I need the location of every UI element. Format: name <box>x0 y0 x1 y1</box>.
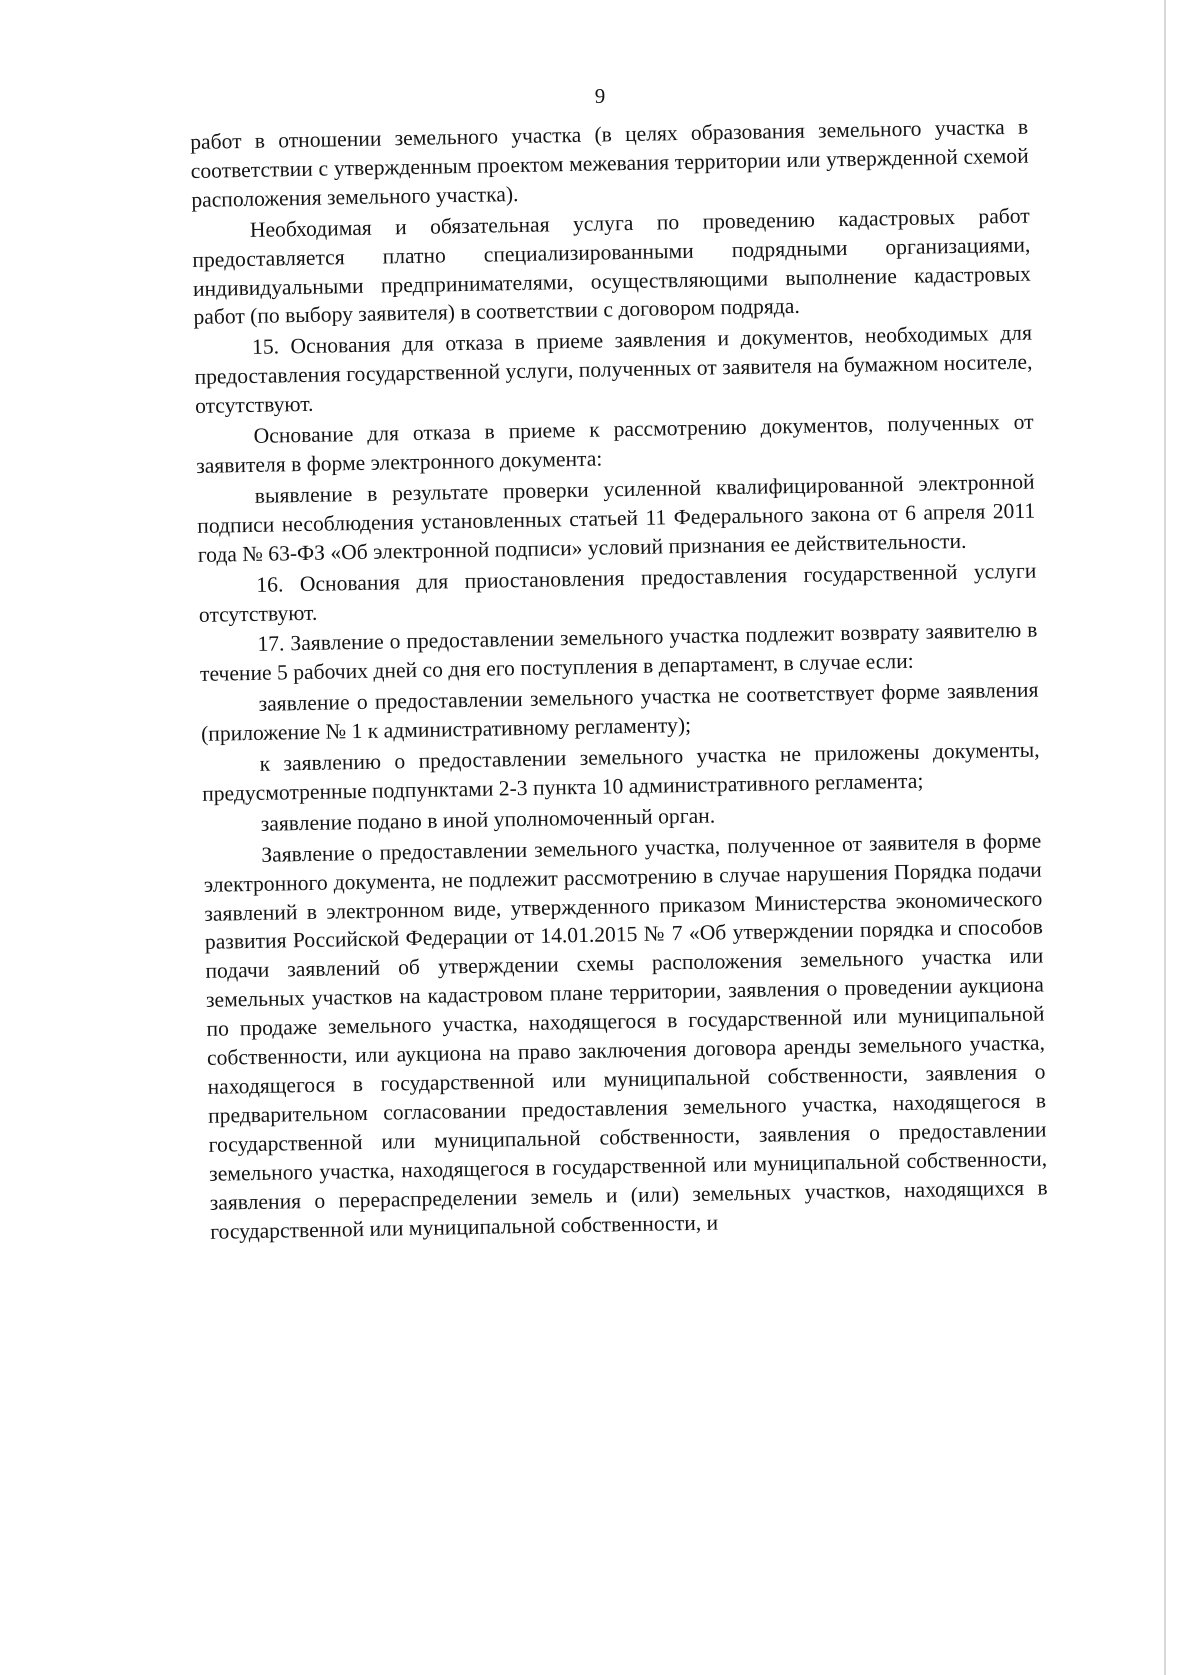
paragraph-11: Заявление о предоставлении земельного участка, полученное от заявителя в форме электронного документа, не подлежит рассмотрению в случае нарушения Порядка подачи заявлений в электронном виде, утвержденного приказом Министерства экономического развития Российской Федерации от 14.01.2015 № 7 «Об утверждении порядка и способов подачи заявлений об утверждении схемы расположения земельного участка или земельных участков на кадастровом плане территории, заявления о проведении аукциона по продаже земельного участка, находящегося в государственной или муниципальной собственности, или аукциона на право заключения договора аренды земельного участка, находящегося в государственной или муниципальной собственности, заявления о предварительном согласовании предоставления земельного участка, находящегося в государственной или муниципальной собственности, заявления о предоставлении земельного участка, находящегося в государственной или муниципальной собственности, заявления о перераспределении земель и (или) земельных участков, находящихся в государственной или муниципальной собственности, и <box>203 828 1048 1244</box>
paragraph-4: Основание для отказа в приеме к рассмотрению документов, полученных от заявителя в форме электронного документа: <box>195 409 1034 478</box>
body-text <box>190 113 1048 1249</box>
paragraph-5: выявление в результате проверки усиленной квалифицированной электронной подписи несоблюдения установленных статьей 11 Федерального закона от 6 апреля 2011 года № 63-ФЗ «Об электронной подписи» условий признания ее действительности. <box>197 469 1036 567</box>
paragraph-3: 15. Основания для отказа в приеме заявления и документов, необходимых для предоставления государственной услуги, полученных от заявителя на бумажном носителе, отсутствуют. <box>194 320 1033 419</box>
page-number: 9 <box>594 84 606 108</box>
paragraph-2: Необходимая и обязательная услуга по проведению кадастровых работ предоставляется платно специализированными подрядными организациями, индивидуальными предпринимателями, осуществляющими выполнение кадастровых работ (по выбору заявителя) в соответствии с договором подряда. <box>192 203 1032 330</box>
paragraph-8: заявление о предоставлении земельного участка не соответствует форме заявления (приложение № 1 к административному регламенту); <box>200 677 1039 747</box>
paragraph-1: работ в отношении земельного участка (в целях образования земельного участка в соответствии с утвержденным проектом межевания территории или утвержденной схемой расположения земельного участка). <box>190 114 1029 212</box>
paragraph-10: заявление подано в иной уполномоченный орган. <box>260 803 716 836</box>
paragraph-6: 16. Основания для приостановления предоставления государственной услуги отсутствуют. <box>198 558 1037 627</box>
paragraph-7: 17. Заявление о предоставлении земельного участка подлежит возврату заявителю в течение 5 рабочих дней со дня его поступления в департамент, в случае если: <box>199 617 1038 687</box>
scan-edge-line <box>1164 0 1166 1675</box>
paragraph-9: к заявлению о предоставлении земельного участка не приложены документы, предусмотренные подпунктами 2-3 пункта 10 административного регламента; <box>201 737 1040 806</box>
